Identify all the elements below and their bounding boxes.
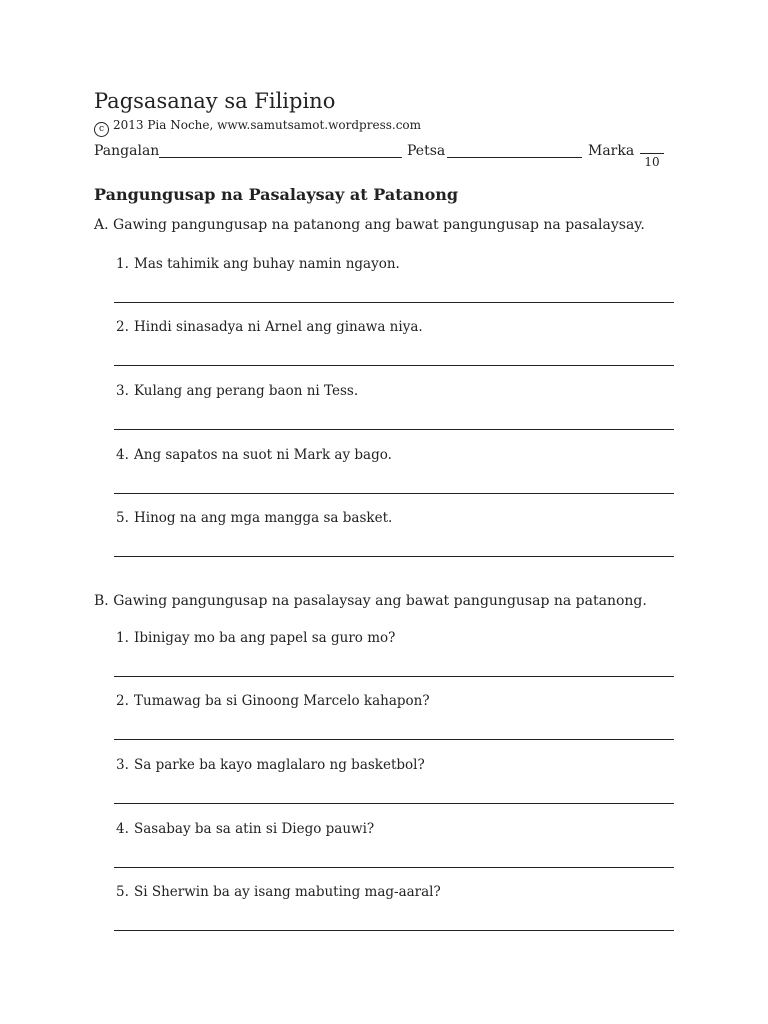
item-text: Ang sapatos na suot ni Mark ay bago. — [134, 447, 392, 463]
answer-line-a4[interactable] — [114, 493, 674, 494]
score-field[interactable] — [640, 153, 664, 170]
part-a-item — [116, 255, 400, 273]
answer-line-b2[interactable] — [114, 739, 674, 740]
item-text: Ibinigay mo ba ang papel sa guro mo? — [134, 630, 396, 646]
answer-line-a3[interactable] — [114, 429, 674, 430]
item-number: 1. — [116, 256, 129, 272]
item-text: Hindi sinasadya ni Arnel ang ginawa niya. — [134, 319, 423, 335]
copyright-icon: c — [94, 122, 109, 137]
item-number: 2. — [116, 693, 129, 709]
part-b-item — [116, 692, 430, 710]
copyright-text: 2013 Pia Noche, www.samutsamot.wordpress.com — [113, 118, 422, 132]
item-number: 4. — [116, 447, 129, 463]
score-total: 10 — [644, 155, 660, 169]
part-b-item — [116, 629, 395, 647]
item-number: 5. — [116, 884, 129, 900]
answer-line-b4[interactable] — [114, 867, 674, 868]
answer-line-b5[interactable] — [114, 930, 674, 931]
answer-line-b1[interactable] — [114, 676, 674, 677]
item-text: Mas tahimik ang buhay namin ngayon. — [134, 256, 400, 272]
part-b-item — [116, 883, 441, 901]
page-title: Pagsasanay sa Filipino — [94, 89, 336, 113]
part-b-instruction: B. Gawing pangungusap na pasalaysay ang bawat pangungusap na patanong. — [94, 593, 647, 609]
item-number: 3. — [116, 757, 129, 773]
score-label: Marka — [588, 143, 635, 159]
item-text: Si Sherwin ba ay isang mabuting mag-aaral? — [134, 884, 441, 900]
part-a-item — [116, 382, 358, 400]
item-text: Sasabay ba sa atin si Diego pauwi? — [134, 821, 375, 837]
item-number: 5. — [116, 510, 129, 526]
date-label: Petsa — [407, 143, 446, 159]
item-text: Tumawag ba si Ginoong Marcelo kahapon? — [134, 693, 430, 709]
part-a-instruction: A. Gawing pangungusap na patanong ang bawat pangungusap na pasalaysay. — [94, 217, 645, 233]
part-a-item — [116, 509, 392, 527]
date-field[interactable] — [447, 157, 582, 158]
name-field[interactable] — [159, 157, 402, 158]
answer-line-a1[interactable] — [114, 302, 674, 303]
item-number: 3. — [116, 383, 129, 399]
part-a-item — [116, 446, 392, 464]
answer-line-b3[interactable] — [114, 803, 674, 804]
item-number: 2. — [116, 319, 129, 335]
answer-line-a2[interactable] — [114, 365, 674, 366]
name-label: Pangalan — [94, 143, 160, 159]
item-number: 4. — [116, 821, 129, 837]
answer-line-a5[interactable] — [114, 556, 674, 557]
part-b-item — [116, 756, 425, 774]
part-b-item — [116, 820, 374, 838]
item-number: 1. — [116, 630, 129, 646]
section-title: Pangungusap na Pasalaysay at Patanong — [94, 185, 459, 204]
copyright-line — [94, 117, 421, 137]
item-text: Sa parke ba kayo maglalaro ng basketbol? — [134, 757, 425, 773]
item-text: Hinog na ang mga mangga sa basket. — [134, 510, 393, 526]
item-text: Kulang ang perang baon ni Tess. — [134, 383, 359, 399]
part-a-item — [116, 318, 423, 336]
